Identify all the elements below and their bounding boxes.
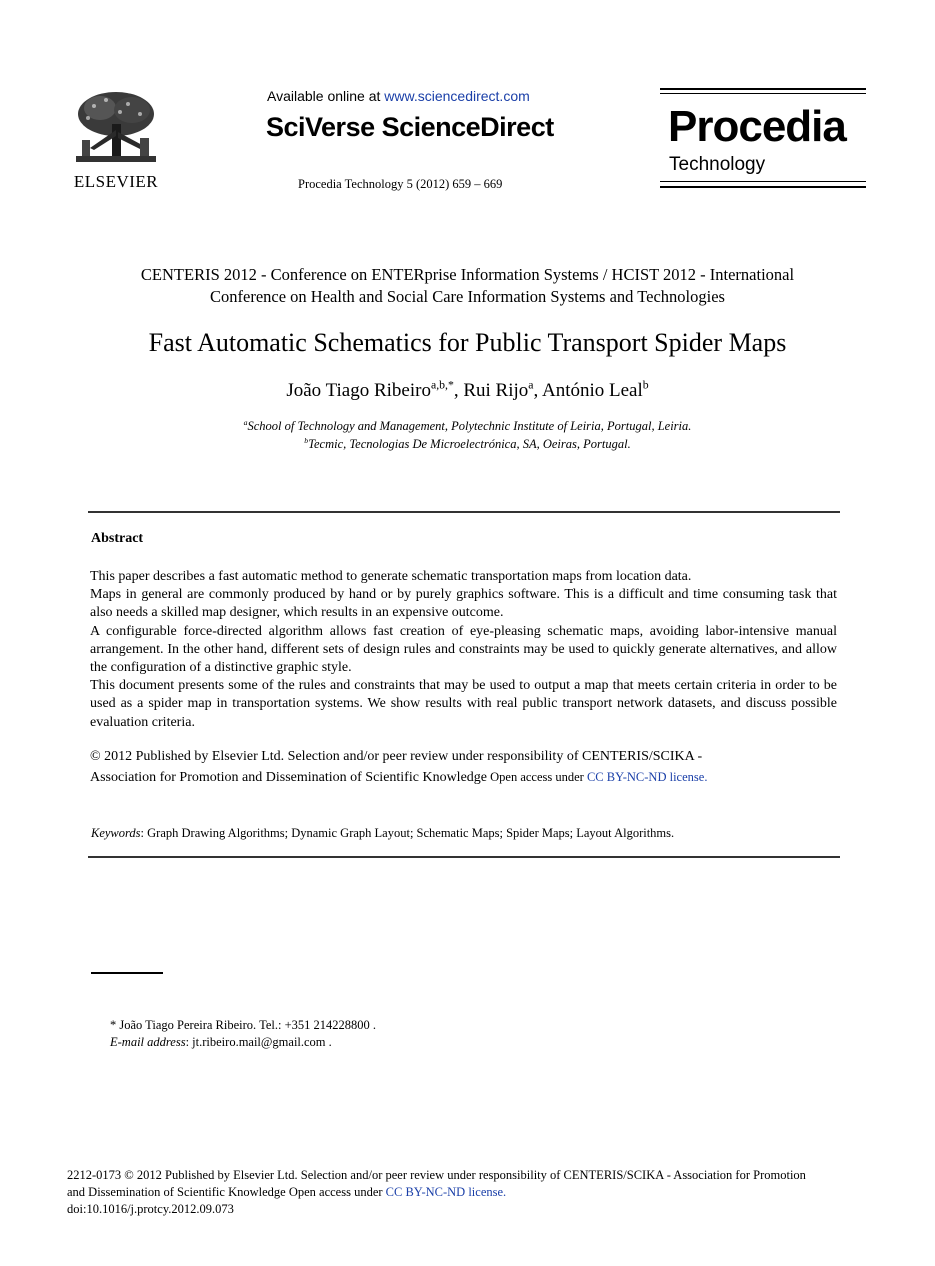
email-label: E-mail address (110, 1035, 186, 1049)
bottom-matter: 2212-0173 © 2012 Published by Elsevier Ltd. Selection and/or peer review under responsibility of CENTERIS/SCIKA - Association for Promotion and Dissemination of Scientific Knowledge Open access under CC BY-NC-ND license. doi:10.1016/j.protcy.2012.09.073 (67, 1167, 857, 1218)
issn-copyright: 2212-0173 © 2012 Published by Elsevier Ltd. Selection and/or peer review under responsibility of CENTERIS/SCIKA - Association for Promotion (67, 1168, 806, 1182)
affiliation-text: Tecmic, Tecnologias De Microelectrónica, SA, Oeiras, Portugal. (308, 437, 631, 451)
procedia-subtitle: Technology (669, 154, 766, 175)
footnote-contact: * João Tiago Pereira Ribeiro. Tel.: +351 214228800 . (110, 1018, 376, 1032)
elsevier-wordmark: ELSEVIER (73, 172, 159, 191)
keywords-text: : Graph Drawing Algorithms; Dynamic Graph Layout; Schematic Maps; Spider Maps; Layout Algorithms. (140, 826, 675, 840)
paper-title: Fast Automatic Schematics for Public Transport Spider Maps (148, 328, 787, 357)
author-name: Rui Rijo (463, 380, 529, 401)
license-link[interactable]: CC BY-NC-ND license (385, 1185, 504, 1199)
author-list: João Tiago Ribeiro$^{a,b,*}$, Rui Rijo$^a$, António Leal$^b$ (286, 378, 649, 401)
keywords (91, 826, 674, 841)
divider-bottom (88, 856, 840, 858)
copyright-notice: © 2012 Published by Elsevier Ltd. Selection and/or peer review under responsibility of CENTERIS/SCIKA - Association for Promotion and Dissemination of Scientific Knowledge Open access under CC BY-NC-ND license. (90, 746, 837, 788)
open-access-text: Open access under (285, 1185, 386, 1199)
available-online (267, 88, 530, 104)
author-name: António Leal (541, 380, 643, 401)
affiliation-mark: b (304, 436, 309, 446)
abstract-paragraph: This paper describes a fast automatic method to generate schematic transportation maps from location data. (90, 569, 692, 584)
conference-name (0, 264, 935, 308)
license-link[interactable]: CC BY-NC-ND license (586, 770, 705, 784)
affiliation-text: School of Technology and Management, Polytechnic Institute of Leiria, Portugal, Leiria. (247, 419, 692, 433)
procedia-wordmark: Procedia (668, 102, 846, 151)
issn-copyright-cont: and Dissemination of Scientific Knowledge (67, 1185, 286, 1199)
copyright-line-2: Association for Promotion and Dissemination of Scientific Knowledge (90, 770, 487, 785)
elsevier-logo (70, 88, 162, 192)
divider-top (88, 511, 840, 513)
platform-name: SciVerse ScienceDirect (266, 112, 554, 142)
abstract-paragraph: A configurable force-directed algorithm allows fast creation of eye-pleasing schematic maps, avoiding labor-intensive manual arrangement. In the other hand, different sets of design rules and constraints may be used to quickly generate alternatives, and allow the configuration of a distinctive graphic style. (90, 623, 837, 676)
author-superscript: a (528, 378, 534, 392)
abstract-heading: Abstract (91, 531, 144, 546)
abstract-paragraph: This document presents some of the rules and constraints that may be used to output a map that meets certain criteria in order to be used as a spider map in transportation systems. We show results with real public transport network datasets, and discuss possible evaluation criteria. (90, 678, 837, 730)
open-access-text: Open access under (487, 770, 587, 784)
abstract-body (90, 568, 837, 732)
abstract-paragraph: Maps in general are commonly produced by hand or by purely graphics software. This is a difficult and time consuming task that also needs a skilled map designer, which results in an expensive outcome. (90, 587, 837, 621)
sciencedirect-link[interactable]: www.sciencedirect.com (384, 88, 530, 104)
procedia-logo (660, 88, 866, 190)
affiliation-mark: a (243, 418, 248, 428)
author-name: João Tiago Ribeiro (286, 380, 431, 401)
conference-line-1: CENTERIS 2012 - Conference on ENTERprise Information Systems / HCIST 2012 - International (140, 265, 795, 284)
journal-reference: Procedia Technology 5 (2012) 659 – 669 (298, 177, 503, 191)
doi[interactable]: doi:10.1016/j.protcy.2012.09.073 (67, 1202, 234, 1216)
footnote-rule (91, 972, 163, 974)
conference-line-2: Conference on Health and Social Care Information Systems and Technologies (210, 287, 725, 306)
copyright-line-1: © 2012 Published by Elsevier Ltd. Selection and/or peer review under responsibility of CENTERIS/SCIKA - (90, 749, 703, 764)
author-superscript: b (642, 378, 649, 392)
keywords-label: Keywords (91, 826, 141, 840)
author-superscript: a,b,* (430, 378, 454, 392)
footnote (110, 1017, 376, 1051)
elsevier-tree-icon (70, 88, 162, 170)
affiliation-a (0, 419, 935, 434)
email-address[interactable]: : jt.ribeiro.mail@gmail.com . (185, 1035, 332, 1049)
affiliation-b (0, 437, 935, 452)
available-prefix: Available online at (267, 88, 385, 104)
